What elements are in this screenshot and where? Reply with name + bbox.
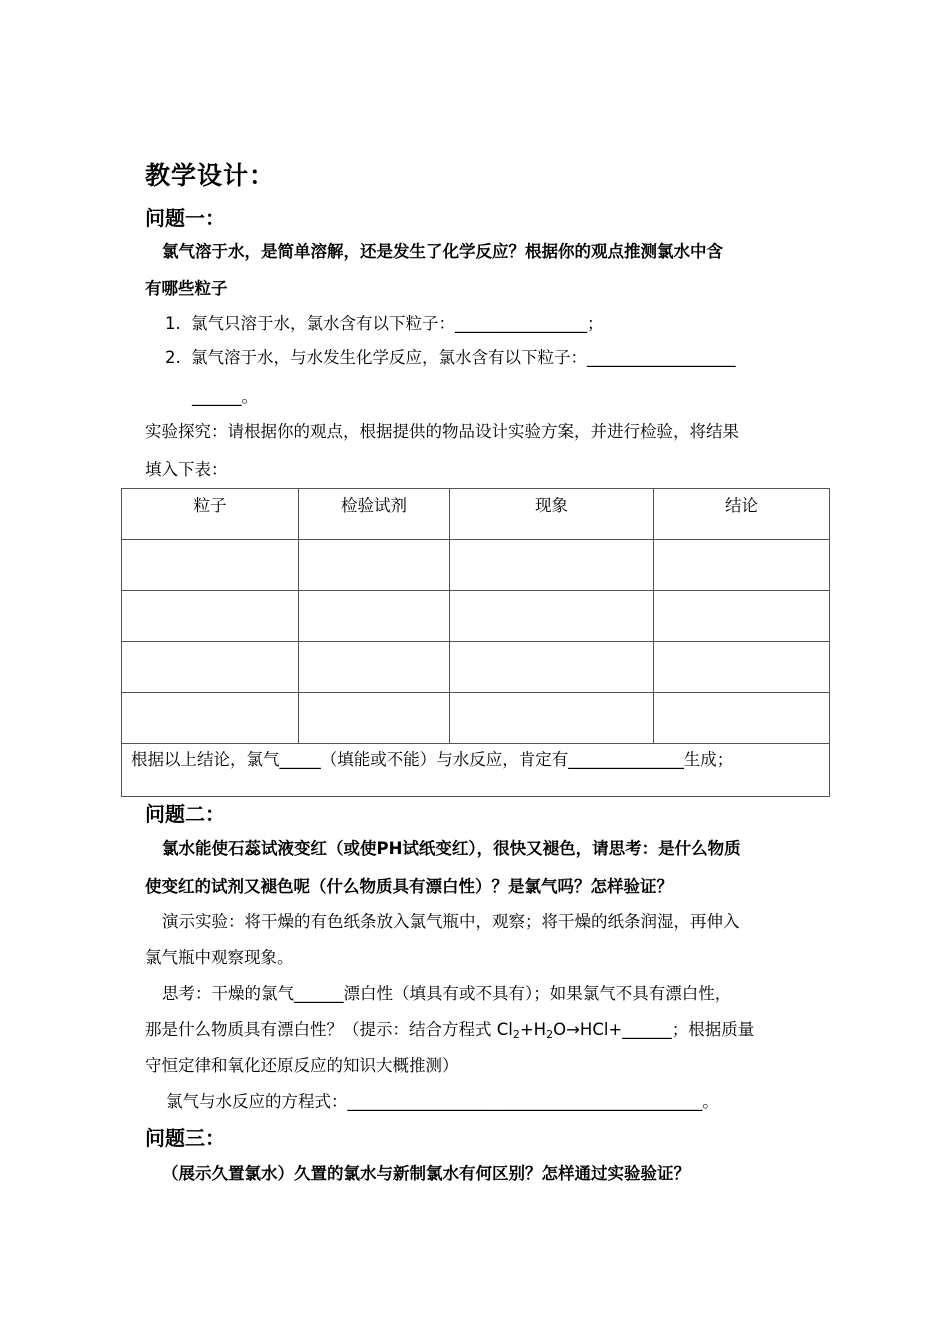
table-footer-row	[122, 744, 830, 797]
subscript-2: 2	[512, 1028, 520, 1041]
table-cell[interactable]	[654, 693, 830, 744]
q1-question-line2: 有哪些粒子	[145, 279, 228, 298]
q2-think-line2-a: 那是什么物质具有漂白性？（提示：结合方程式 Cl	[145, 1020, 513, 1039]
table-cell[interactable]	[450, 642, 654, 693]
table-header-cell: 结论	[654, 489, 830, 540]
table-cell[interactable]	[122, 642, 299, 693]
table-cell[interactable]	[122, 591, 299, 642]
table-cell[interactable]	[299, 540, 450, 591]
table-header-cell: 检验试剂	[299, 489, 450, 540]
table-header-cell: 现象	[450, 489, 654, 540]
table-cell[interactable]	[299, 693, 450, 744]
q1-item-1-text: 氯气只溶于水，氯水含有以下粒子：________________；	[191, 314, 604, 333]
q2-question-line2: 使变红的试剂又褪色呢（什么物质具有漂白性）？是氯气吗？怎样验证？	[145, 877, 673, 896]
q2-equation-line: 氯气与水反应的方程式：___________________________________________。	[166, 1092, 719, 1111]
q1-item-1-num: 1.	[165, 314, 181, 333]
table-cell[interactable]	[122, 540, 299, 591]
q3-heading: 问题三：	[145, 1126, 225, 1150]
q2-demo-line1: 演示实验：将干燥的有色纸条放入氯气瓶中，观察；将干燥的纸条润湿，再伸入	[162, 912, 740, 931]
q2-think-line2-c: O→HCl+______；根据质量	[553, 1020, 755, 1039]
q1-item-2-cont: ______。	[192, 387, 258, 406]
q1-item-2-text: 氯气溶于水，与水发生化学反应，氯水含有以下粒子：__________________	[191, 348, 736, 367]
q2-think-line2	[145, 1016, 754, 1041]
q1-explore-line1: 实验探究：请根据你的观点，根据提供的物品设计实验方案，并进行检验，将结果	[145, 422, 739, 441]
experiment-table	[121, 488, 830, 797]
table-cell[interactable]	[450, 540, 654, 591]
table-cell[interactable]	[122, 693, 299, 744]
table-cell[interactable]	[654, 642, 830, 693]
table-cell[interactable]	[654, 540, 830, 591]
q2-think-line2-b: +H	[519, 1020, 547, 1039]
q2-think-line1: 思考：干燥的氯气______漂白性（填具有或不具有）；如果氯气不具有漂白性，	[162, 984, 732, 1003]
table-cell[interactable]	[450, 693, 654, 744]
table-row	[122, 642, 830, 693]
q1-explore-line2: 填入下表：	[145, 460, 228, 479]
q2-think-line3: 守恒定律和氧化还原反应的知识大概推测）	[145, 1056, 459, 1075]
table-row	[122, 693, 830, 744]
q2-question-line1: 氯水能使石蕊试液变红（或使PH试纸变红），很快又褪色，请思考：是什么物质	[162, 839, 741, 858]
q1-question-line1: 氯气溶于水，是简单溶解，还是发生了化学反应？根据你的观点推测氯水中含	[162, 242, 723, 261]
table-footer-conclusion: 根据以上结论，氯气_____（填能或不能）与水反应，肯定有______________生成；	[122, 744, 830, 797]
subscript-2: 2	[546, 1028, 554, 1041]
q2-heading: 问题二：	[145, 802, 225, 826]
table-row	[122, 540, 830, 591]
table-cell[interactable]	[299, 591, 450, 642]
q1-item-2-num: 2.	[165, 348, 181, 367]
table-header-cell: 粒子	[122, 489, 299, 540]
table-cell[interactable]	[654, 591, 830, 642]
table-cell[interactable]	[299, 642, 450, 693]
q2-demo-line2: 氯气瓶中观察现象。	[145, 948, 294, 967]
table-row	[122, 591, 830, 642]
q1-heading: 问题一：	[145, 206, 225, 230]
page-title: 教学设计：	[145, 161, 276, 190]
table-cell[interactable]	[450, 591, 654, 642]
q1-item-1	[165, 310, 604, 334]
table-header-row	[122, 489, 830, 540]
q3-question: （展示久置氯水）久置的氯水与新制氯水有何区别？怎样通过实验验证？	[162, 1164, 690, 1183]
q1-item-2	[165, 344, 736, 368]
